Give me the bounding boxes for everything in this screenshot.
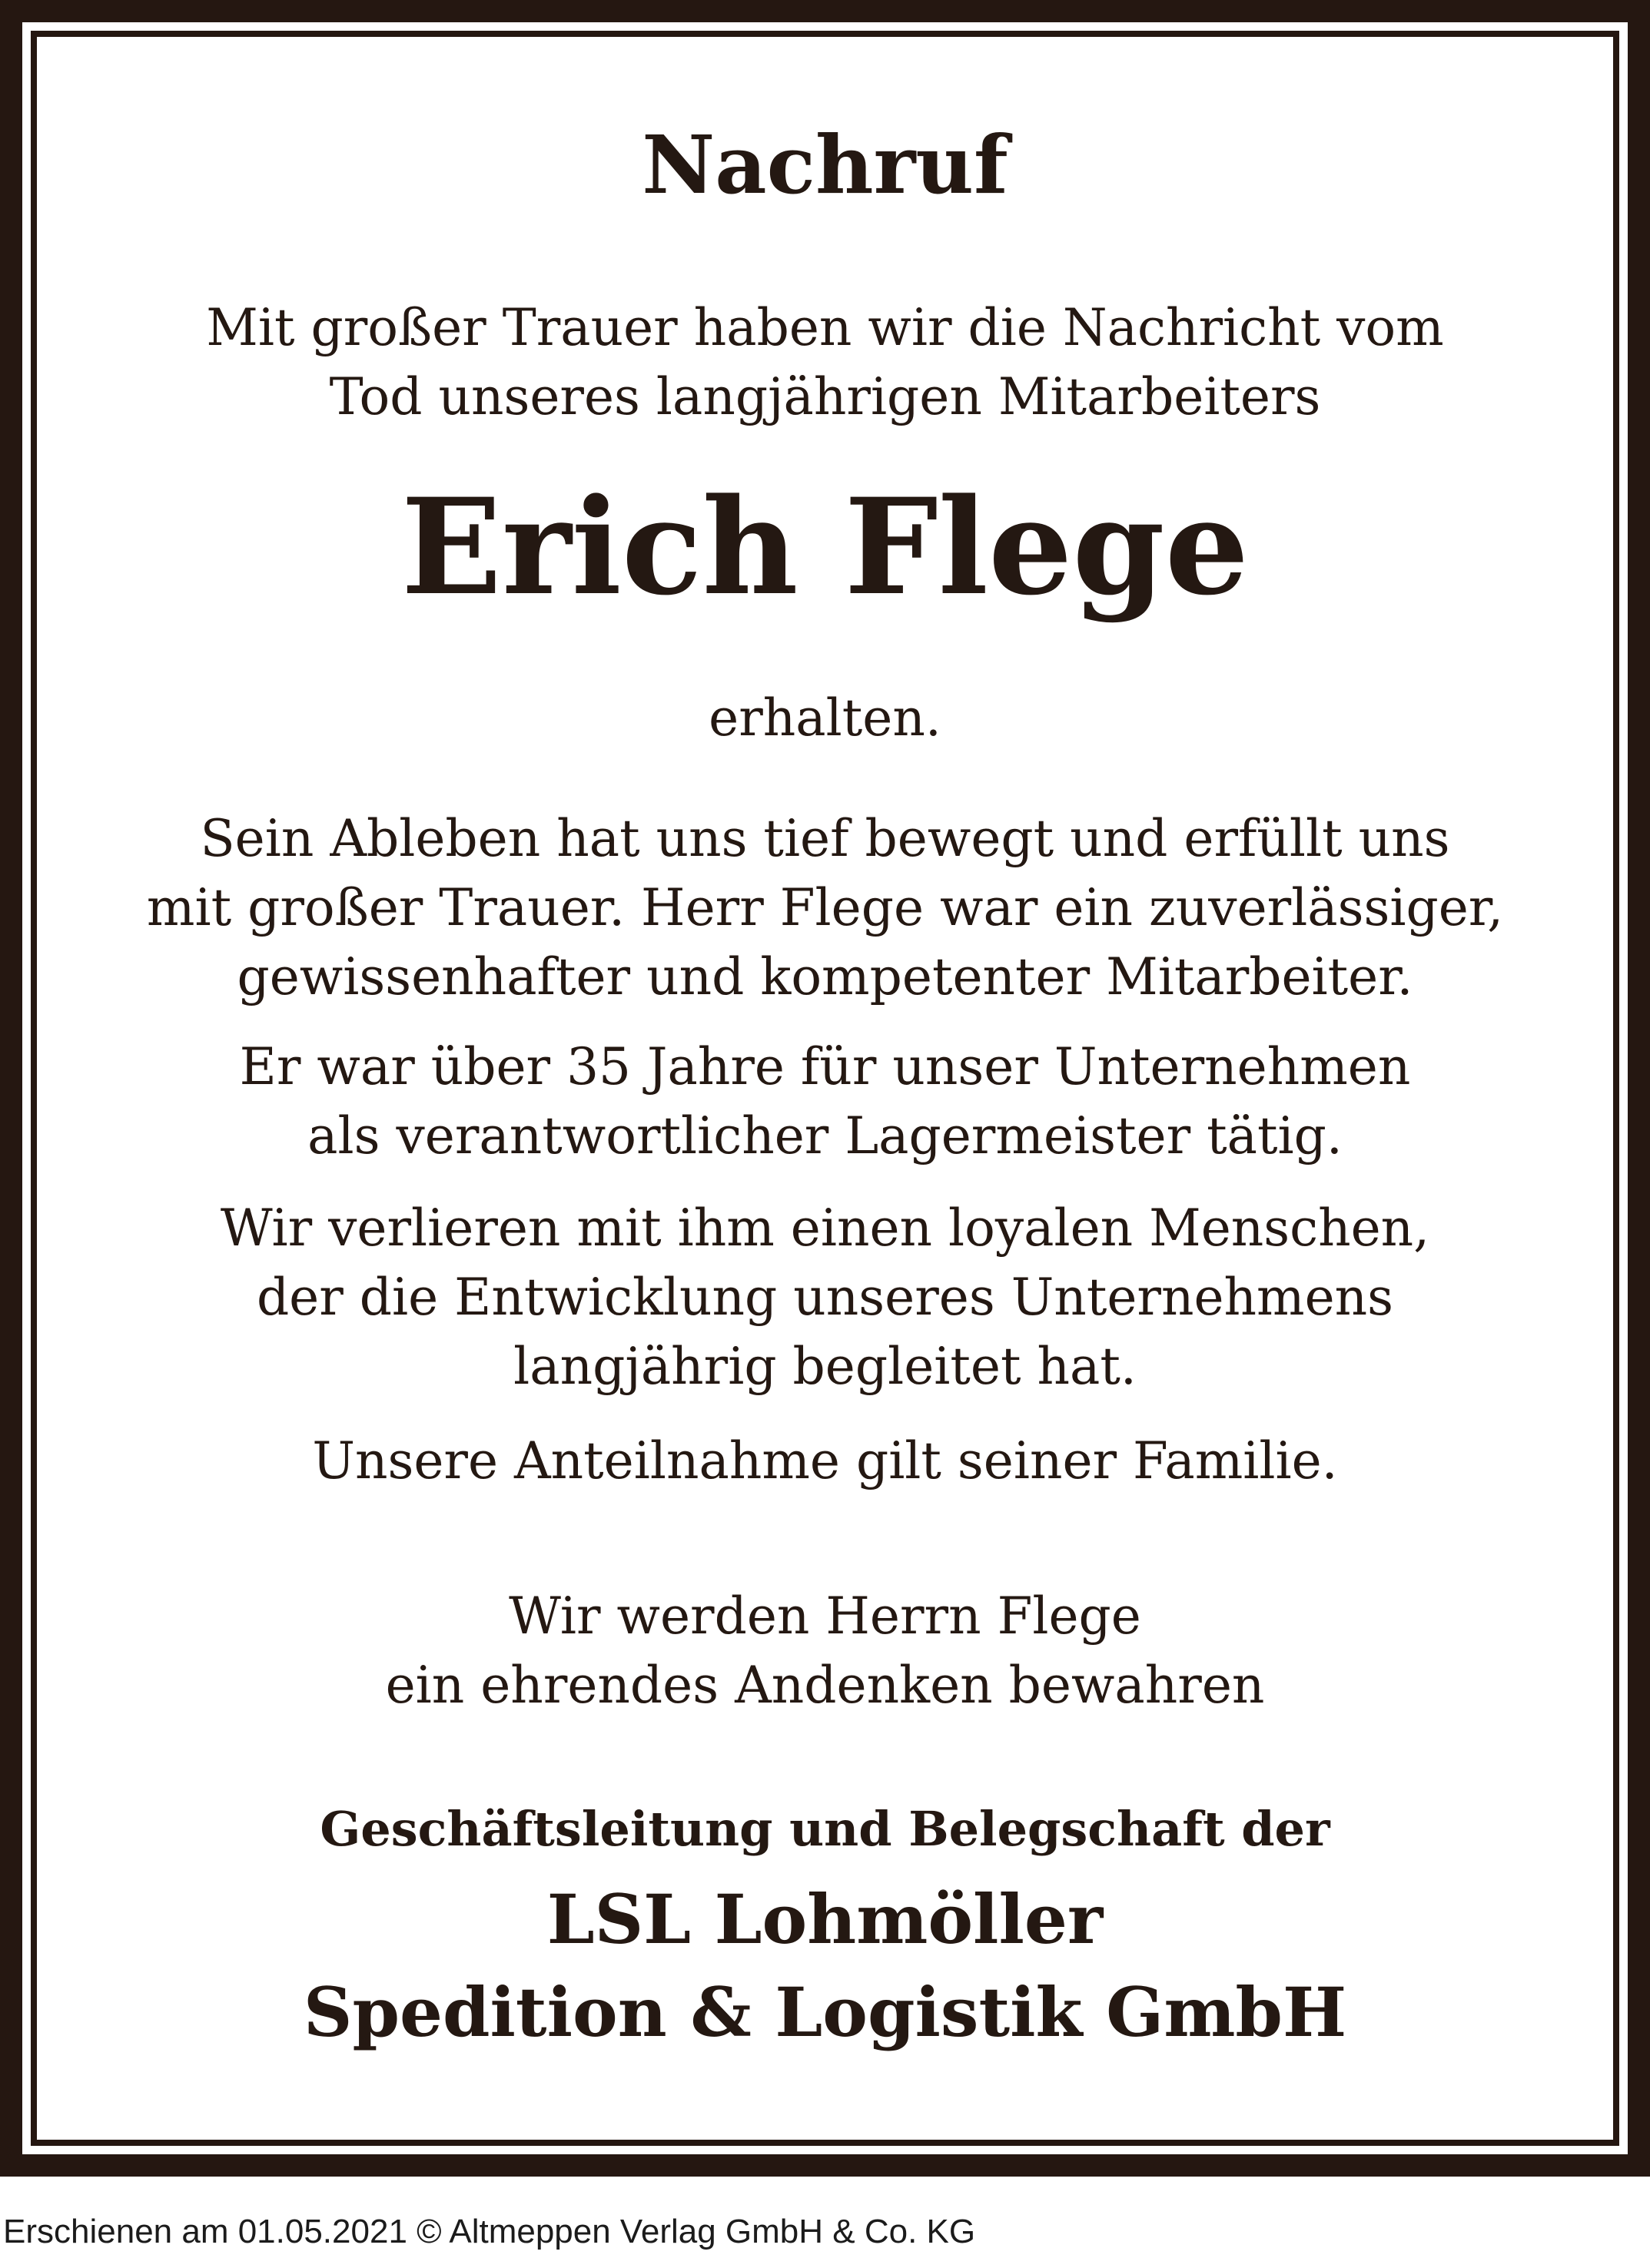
paragraph2-line-1: Er war über 35 Jahre für unser Unternehmen: [239, 1037, 1411, 1096]
notice-title: Nachruf: [642, 118, 1008, 212]
signature-line: Geschäftsleitung und Belegschaft der: [320, 1801, 1330, 1857]
paragraph2-line-2: als verantwortlicher Lagermeister tätig.: [307, 1106, 1343, 1166]
obituary-content: [37, 37, 1613, 2140]
paragraph3-line-3: langjährig begleitet hat.: [513, 1337, 1137, 1396]
paragraph4: Unsere Anteilnahme gilt seiner Familie.: [312, 1431, 1338, 1490]
received-text: erhalten.: [709, 688, 941, 748]
paragraph1-line-3: gewissenhafter und kompetenter Mitarbeiter.: [237, 947, 1413, 1006]
deceased-name: Erich Flege: [400, 469, 1250, 625]
company-name-line-1: LSL Lohmöller: [546, 1879, 1104, 1959]
paragraph1-line-1: Sein Ableben hat uns tief bewegt und erfüllt uns: [200, 809, 1450, 868]
remembrance-line-1: Wir werden Herrn Flege: [509, 1587, 1141, 1646]
paragraph3-line-1: Wir verlieren mit ihm einen loyalen Menschen,: [220, 1199, 1430, 1258]
paragraph3-line-2: der die Entwicklung unseres Unternehmens: [256, 1268, 1394, 1327]
paragraph1-line-2: mit großer Trauer. Herr Flege war ein zuverlässiger,: [146, 878, 1504, 937]
intro-line-1: Mit großer Trauer haben wir die Nachricht vom: [206, 298, 1444, 357]
company-name-line-2: Spedition & Logistik GmbH: [303, 1972, 1347, 2052]
publication-footer: Erschienen am 01.05.2021 © Altmeppen Verlag GmbH & Co. KG: [3, 2213, 976, 2250]
remembrance-line-2: ein ehrendes Andenken bewahren: [385, 1656, 1265, 1715]
intro-line-2: Tod unseres langjährigen Mitarbeiters: [329, 367, 1321, 426]
